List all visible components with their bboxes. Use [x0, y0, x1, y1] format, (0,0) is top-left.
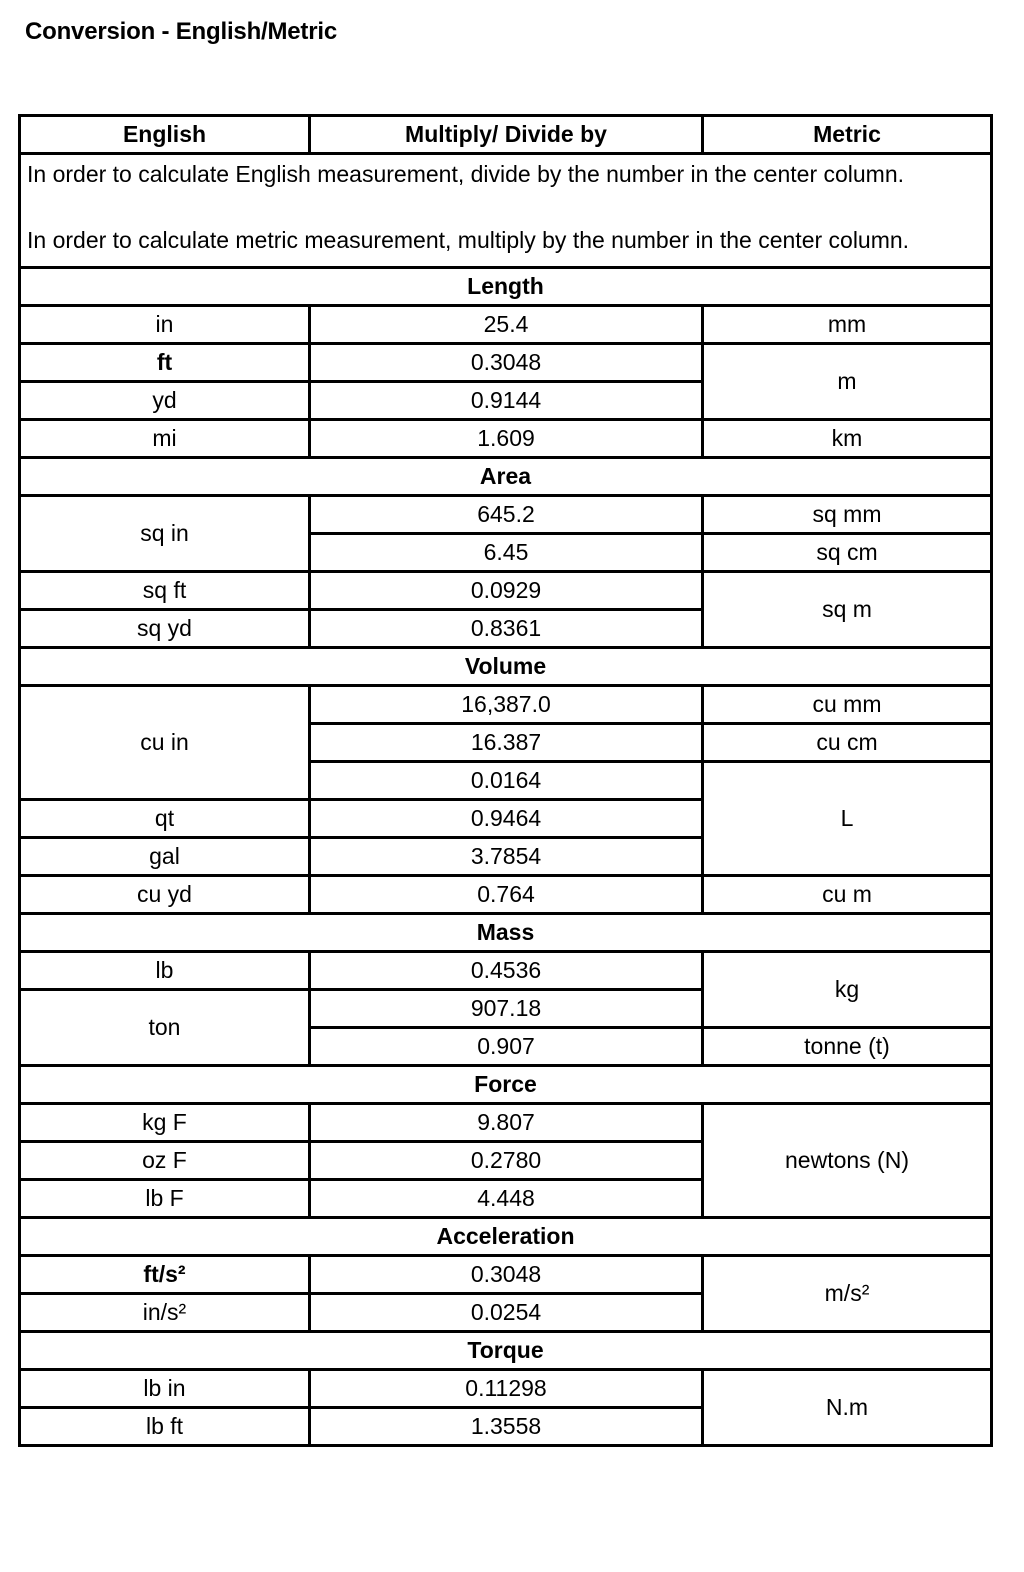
- table-row: [20, 686, 992, 724]
- section-row-acceleration: [20, 1218, 992, 1256]
- english-unit: kg F: [20, 1104, 310, 1142]
- section-heading-area: Area: [20, 458, 992, 496]
- factor-value: 3.7854: [310, 838, 703, 876]
- factor-value: 0.764: [310, 876, 703, 914]
- metric-unit: sq m: [703, 572, 992, 648]
- section-heading-length: Length: [20, 268, 992, 306]
- english-unit: lb: [20, 952, 310, 990]
- factor-value: 0.0164: [310, 762, 703, 800]
- factor-value: 25.4: [310, 306, 703, 344]
- metric-unit: cu m: [703, 876, 992, 914]
- metric-unit: km: [703, 420, 992, 458]
- english-unit: sq in: [20, 496, 310, 572]
- conversion-table: [18, 114, 993, 1447]
- metric-unit: cu cm: [703, 724, 992, 762]
- header-english: English: [20, 116, 310, 154]
- table-row: [20, 306, 992, 344]
- factor-value: 0.0254: [310, 1294, 703, 1332]
- factor-value: 0.9464: [310, 800, 703, 838]
- page-title: Conversion - English/Metric: [25, 18, 337, 45]
- english-unit: mi: [20, 420, 310, 458]
- instructions-row: [20, 154, 992, 268]
- header-row: [20, 116, 992, 154]
- english-unit: gal: [20, 838, 310, 876]
- metric-unit: m: [703, 344, 992, 420]
- factor-value: 907.18: [310, 990, 703, 1028]
- english-unit: in/s²: [20, 1294, 310, 1332]
- metric-unit: sq mm: [703, 496, 992, 534]
- metric-unit: L: [703, 762, 992, 876]
- section-heading-acceleration: Acceleration: [20, 1218, 992, 1256]
- english-unit: lb F: [20, 1180, 310, 1218]
- section-row-length: [20, 268, 992, 306]
- header-factor: Multiply/ Divide by: [310, 116, 703, 154]
- section-heading-force: Force: [20, 1066, 992, 1104]
- section-heading-torque: Torque: [20, 1332, 992, 1370]
- english-unit: qt: [20, 800, 310, 838]
- english-unit: sq yd: [20, 610, 310, 648]
- table-row: [20, 572, 992, 610]
- table-row: [20, 1104, 992, 1142]
- english-unit: ton: [20, 990, 310, 1066]
- instructions-cell: [20, 154, 992, 268]
- metric-unit: m/s²: [703, 1256, 992, 1332]
- factor-value: 1.609: [310, 420, 703, 458]
- factor-value: 16,387.0: [310, 686, 703, 724]
- section-row-volume: [20, 648, 992, 686]
- english-unit: lb ft: [20, 1408, 310, 1446]
- english-unit: ft/s²: [20, 1256, 310, 1294]
- section-row-mass: [20, 914, 992, 952]
- english-unit: ft: [20, 344, 310, 382]
- factor-value: 16.387: [310, 724, 703, 762]
- factor-value: 0.2780: [310, 1142, 703, 1180]
- header-metric: Metric: [703, 116, 992, 154]
- table-row: [20, 420, 992, 458]
- instruction-english: In order to calculate English measurement, divide by the number in the center column.: [27, 161, 905, 187]
- table-row: [20, 876, 992, 914]
- section-row-area: [20, 458, 992, 496]
- instruction-metric: In order to calculate metric measurement, multiply by the number in the center column.: [27, 226, 910, 253]
- table-row: [20, 1256, 992, 1294]
- factor-value: 0.907: [310, 1028, 703, 1066]
- english-unit: lb in: [20, 1370, 310, 1408]
- factor-value: 4.448: [310, 1180, 703, 1218]
- factor-value: 0.4536: [310, 952, 703, 990]
- factor-value: 0.8361: [310, 610, 703, 648]
- table-row: [20, 952, 992, 990]
- section-heading-volume: Volume: [20, 648, 992, 686]
- english-unit: oz F: [20, 1142, 310, 1180]
- metric-unit: sq cm: [703, 534, 992, 572]
- factor-value: 0.3048: [310, 1256, 703, 1294]
- section-row-torque: [20, 1332, 992, 1370]
- factor-value: 0.9144: [310, 382, 703, 420]
- metric-unit: mm: [703, 306, 992, 344]
- factor-value: 0.0929: [310, 572, 703, 610]
- factor-value: 9.807: [310, 1104, 703, 1142]
- table-row: [20, 496, 992, 534]
- english-unit: cu yd: [20, 876, 310, 914]
- factor-value: 645.2: [310, 496, 703, 534]
- factor-value: 0.11298: [310, 1370, 703, 1408]
- english-unit: in: [20, 306, 310, 344]
- factor-value: 0.3048: [310, 344, 703, 382]
- factor-value: 1.3558: [310, 1408, 703, 1446]
- metric-unit: newtons (N): [703, 1104, 992, 1218]
- section-row-force: [20, 1066, 992, 1104]
- metric-unit: kg: [703, 952, 992, 1028]
- metric-unit: tonne (t): [703, 1028, 992, 1066]
- table-row: [20, 1370, 992, 1408]
- english-unit: sq ft: [20, 572, 310, 610]
- english-unit: yd: [20, 382, 310, 420]
- table-row: [20, 344, 992, 382]
- section-heading-mass: Mass: [20, 914, 992, 952]
- english-unit: cu in: [20, 686, 310, 800]
- factor-value: 6.45: [310, 534, 703, 572]
- metric-unit: cu mm: [703, 686, 992, 724]
- metric-unit: N.m: [703, 1370, 992, 1446]
